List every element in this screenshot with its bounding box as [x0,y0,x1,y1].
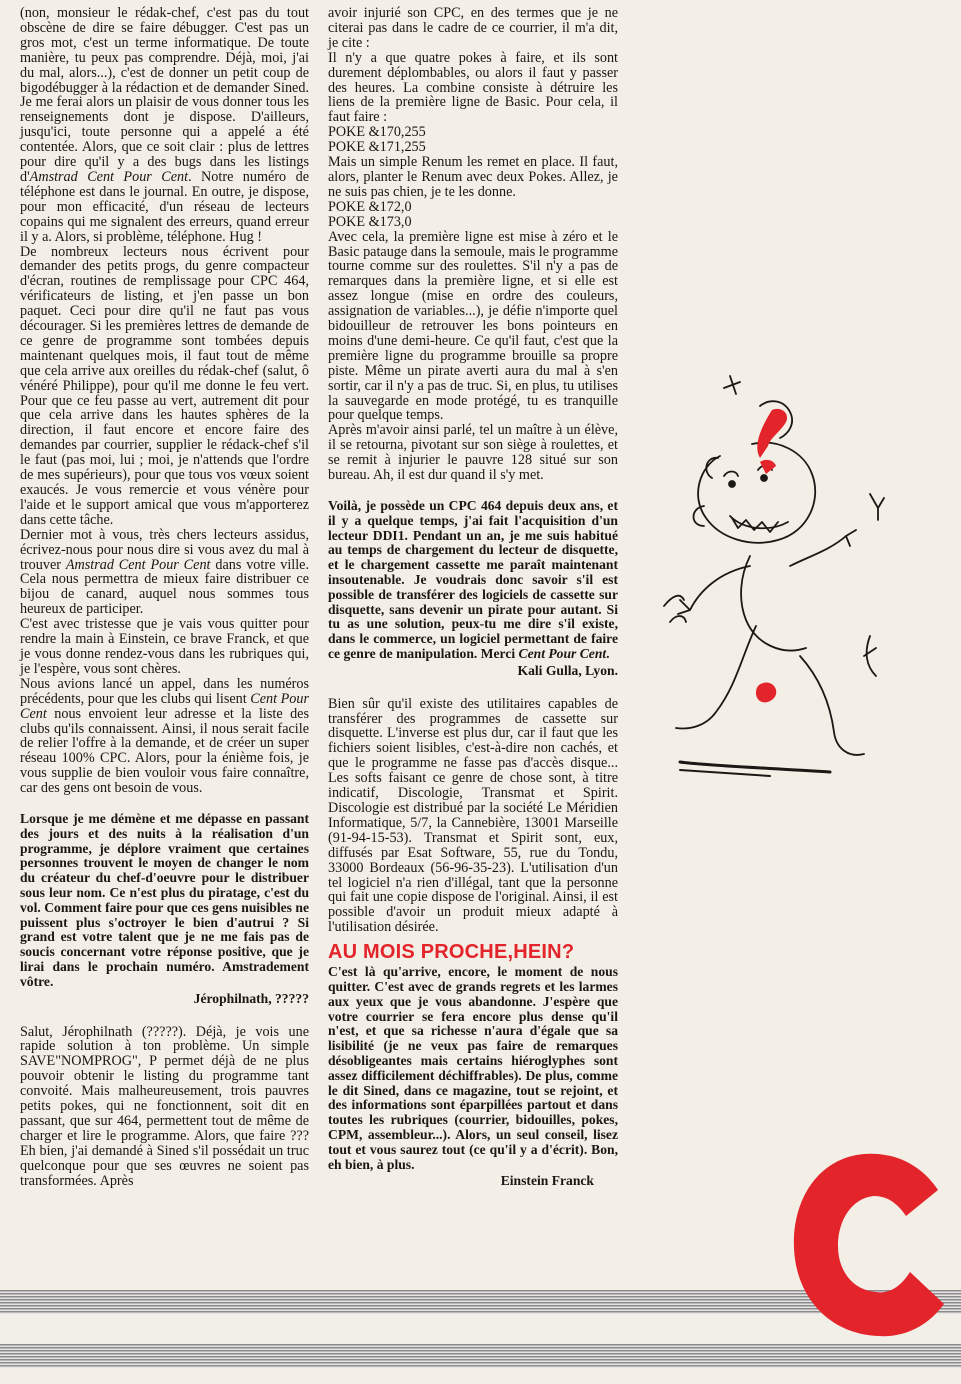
paragraph: De nombreux lecteurs nous écrivent pour demander des petits progs, du genre compacteur d'écran, routines de remplissage pour CPC 464, vérificateurs de listing, et j'en passe un bon paquet. Ceci pour dire qu'il ne faut pas vous décourager. Si les premières lettres de demande de ce genre de programme sont tombées depuis maintenant quelques mois, il faut tout de même que cela arrive aux oreilles du rédak-chef (salut, ô vénéré Philippe), pour qu'il me donne le feu vert. Pour que ce feu passe au vert, autrement dit pour que cela arrive dans les hautes sphères de la direction, il faut encore et encore faire des demandes par courrier, supplier le rédack-chef s'il le faut (pas moi, lui ; moi, je n'attends que l'ordre de mes supérieurs), pour que tous vos vœux soient exaucés. Je vous remercie et vous vénère pour l'aide et le support amical que vous m'apporterez dans cette tâche. [20,243,309,528]
left-column [20,6,309,1188]
paragraph: Il n'y a que quatre pokes à faire, et ils sont durement déplombables, ou alors il faut y passer des heures. La combine consiste à détruire les liens de la première ligne de Basic. Pour cela, il faut faire : [328,49,618,126]
answer-paragraph: Salut, Jérophilnath (?????). Déjà, je vois une rapide solution à ton problème. Un simple SAVE"NOMPROG", P permet déjà de ne plus pouvoir obtenir le listing du programme tant convoité. Mais malheureusement, trois pauvres petits pokes, qui ne fonctionnent, soit dit en passant, que sur 464, permettent tout de même de charger et lire le programme. Alors, que faire ??? Eh bien, j'ai demandé à Sined s'il possédait un truc quelconque pour que ses œuvres ne soient pas transformées. Après [20,1023,309,1189]
paragraph: (non, monsieur le rédak-chef, c'est pas du tout obscène de dire se faire débugger. C'est pas un gros mot, c'est un terme informatique. De toute manière, tu peux pas comprendre. Déjà, moi, j'ai du mal, alors...), c'est de donner un petit coup de bigodébugger à la rédaction et de demander Sined. Je me ferai alors un plaisir de vous donner tous les renseignements dont je dispose. D'ailleurs, jusqu'ici, toute personne qui a appelé a été contentée. Alors, que ce soit clair : plus de lettres pour dire qu'il y a des bugs dans les listings d'Amstrad Cent Pour Cent. Notre numéro de téléphone est dans le journal. En outre, je dispose, pour mon efficacité, d'un réseau de lecteurs copains qui me signalent des erreurs, quand erreur il y a. Alors, si problème, téléphone. Hug ! [20,5,309,245]
paragraph: Nous avions lancé un appel, dans les numéros précédents, pour que les clubs qui lisent Cent Pour Cent nous envoient leur adresse et la liste des clubs qu'ils connaissent. Ainsi, il nous serait facile de relier l'offre à la demande, et de créer un super réseau 100% CPC. Alors, pour la énième fois, je vous supplie de bien vouloir vous faire connaître, car des gens ont besoin de vous. [20,675,309,797]
section-heading: AU MOIS PROCHE,HEIN? [328,941,575,964]
paragraph: avoir injurié son CPC, en des termes que je ne citerai pas dans le cadre de ce courrier, il m'a dit, je cite : [328,5,618,51]
code-line: POKE &170,255 [328,124,426,141]
answer-paragraph: Bien sûr qu'il existe des utilitaires capables de transférer des programmes de cassette sur disquette. L'inverse est plus dur, car il faut que les fichiers soient lisibles, c'est-à-dire non cachés, et que le programme ne fasse pas d'accès disque... Les softs faisant ce genre de chose sont, à titre indicatif, Discologie, Transmat et Spirit. Discologie est distribué par la société Le Méridien Informatique, 5/7, la Cannebière, 13001 Marseille (91-94-15-53). Transmat et Spirit sont, eux, diffusés par Esat Software, 55, rue du Tondu, 33000 Bordeaux (56-96-35-23). L'utilisation d'un tel logiciel n'a rien d'illégal, tant que la personne qui fait une copie dispose de l'original. Ainsi, il est possible d'avoir un produit mieux adapté à l'utilisation désirée. [328,695,618,936]
reader-letter: Voilà, je possède un CPC 464 depuis deux ans, et il y a quelque temps, j'ai fait l'acquisition d'un lecteur DDI1. Pendant un an, je me suis habitué au temps de chargement du lecteur de disquette, et le chargement cassette me paraît maintenant insoutenable. Je voudrais donc savoir s'il est possible de transférer des logiciels de cassette sur disquette, sans devenir un pirate pour autant. Si tu as une solution, peux-tu me dire s'il existe, dans le commerce, un logiciel permettant de faire ce genre de manipulation. Merci Cent Pour Cent. [328,498,618,661]
closing-signature: Einstein Franck [500,1173,594,1189]
code-line: POKE &173,0 [328,213,412,230]
paragraph: C'est avec tristesse que je vais vous quitter pour rendre la main à Einstein, ce brave Franck, et que je vous donne rendez-vous dans les rubriques qui, je l'espère, vous sont chères. [20,616,309,677]
letter-signature: Kali Gulla, Lyon. [517,662,618,678]
letter-signature: Jérophilnath, ????? [193,990,309,1006]
middle-column [328,6,618,1189]
code-line: POKE &172,0 [328,198,412,215]
running-cartoon-character-illustration [660,366,900,816]
closing-paragraph: C'est là qu'arrive, encore, le moment de nous quitter. C'est avec de grands regrets et les larmes aux yeux que je vous abandonne. J'espère que votre courrier se fera encore plus dense qu'il n'est, et que sa richesse n'aura d'égale que sa lisibilité (je ne veux pas faire de remarques désobligeantes mais certains hiéroglyphes sont assez difficilement déchiffrables). De plus, comme le dit Sined, dans ce magazine, tout se rejoint, et des informations sont éparpillées partout et dans toutes les rubriques (courrier, bidouilles, pokes, CPM, assembleur...). Alors, un seul conseil, lisez tout et vous saurez tout (ce qu'il y a d'écrit). Bon, eh bien, à plus. [328,964,618,1172]
red-c-logo [788,1150,948,1340]
paragraph: Avec cela, la première ligne est mise à zéro et le Basic patauge dans la semoule, mais le programme tourne comme sur des roulettes. S'il n'y a pas de remarques dans la première ligne, et si elle est assez longue (mise en ordre des couleurs, assignation de variables...), je défie n'importe quel bidouilleur de retrouver les bons pointeurs en moins d'une demi-heure. Ce qu'il faut, c'est que la première ligne du programme brouille sa propre piste. Même un pirate averti aura du mal à s'en sortir, car il n'y a pas de truc. Si, en plus, tu utilises la sauvegarde en mode protégé, tu es tranquille pour quelque temps. [328,228,618,424]
paragraph: Après m'avoir ainsi parlé, tel un maître à un élève, il se retourna, pivotant sur son siège à roulettes, et se remit à injurier le pauvre 128 situé sur son bureau. Ah, il est dur quand il s'y met. [328,422,618,484]
paragraph: Dernier mot à vous, très chers lecteurs assidus, écrivez-nous pour nous dire si vous avez du mal à trouver Amstrad Cent Pour Cent dans votre ville. Cela nous permettra de mieux faire distribuer ce bijou de canard, auquel nous sommes tous heureux de participer. [20,526,309,618]
paragraph: Mais un simple Renum les remet en place. Il faut, alors, planter le Renum avec deux Pokes. Allez, je ne suis pas chien, je te les donne. [328,154,618,200]
striped-band [0,1344,961,1368]
reader-letter: Lorsque je me démène et me dépasse en passant des jours et des nuits à la réalisation d'un programme, je déplore vraiment que certaines personnes trouvent le moyen de changer le nom du créateur du chef-d'oeuvre pour le distribuer sous leur nom. Ce n'est plus du piratage, c'est du vol. Comment faire pour que ces gens nuisibles ne puissent plus s'octroyer le bien d'autrui ? Si grand est votre talent que je ne me fais pas de soucis concernant votre réponse positive, que je lirai dans le prochain numéro. Amstradement vôtre. [20,811,309,989]
code-line: POKE &171,255 [328,139,426,156]
